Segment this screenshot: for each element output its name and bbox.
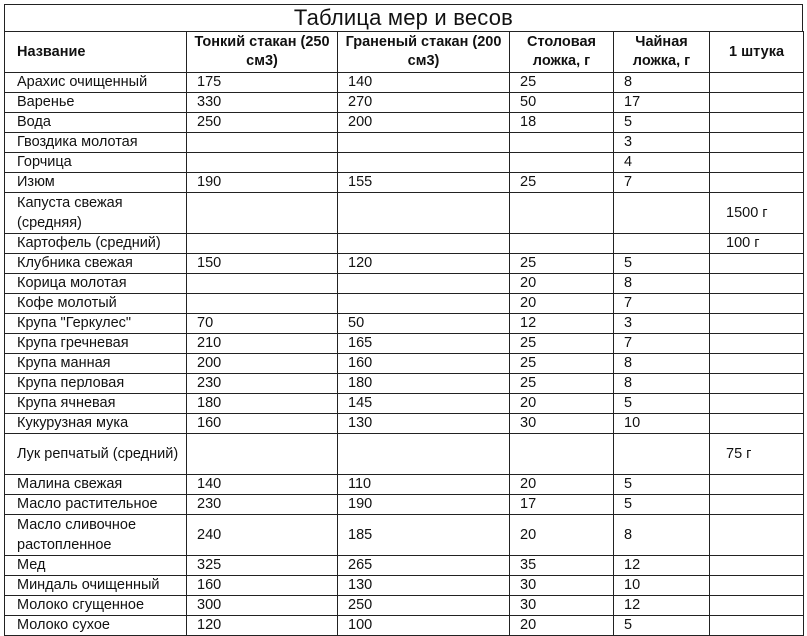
teaspoon-cell: 5 (614, 616, 710, 636)
table-row (5, 153, 804, 173)
thin-glass-cell (187, 193, 338, 234)
teaspoon-cell: 17 (614, 93, 710, 113)
table-row (5, 294, 804, 314)
table-row (5, 193, 804, 234)
faceted-glass-cell: 155 (338, 173, 510, 193)
tablespoon-cell: 20 (510, 294, 614, 314)
table-row (5, 434, 804, 475)
piece-cell (710, 133, 804, 153)
tablespoon-cell: 25 (510, 73, 614, 93)
table-row (5, 234, 804, 254)
column-header-name: Название (5, 32, 187, 73)
table-row (5, 495, 804, 515)
faceted-glass-cell: 145 (338, 394, 510, 414)
piece-cell (710, 173, 804, 193)
piece-cell (710, 73, 804, 93)
faceted-glass-cell (338, 274, 510, 294)
thin-glass-cell: 325 (187, 556, 338, 576)
table-row (5, 113, 804, 133)
product-name-cell: Изюм (5, 173, 187, 193)
faceted-glass-cell: 130 (338, 576, 510, 596)
piece-cell (710, 354, 804, 374)
product-name-cell: Арахис очищенный (5, 73, 187, 93)
faceted-glass-cell: 120 (338, 254, 510, 274)
product-name-cell: Крупа перловая (5, 374, 187, 394)
teaspoon-cell: 8 (614, 274, 710, 294)
teaspoon-cell: 5 (614, 113, 710, 133)
thin-glass-cell: 240 (187, 515, 338, 556)
thin-glass-cell: 300 (187, 596, 338, 616)
piece-cell (710, 374, 804, 394)
tablespoon-cell: 20 (510, 515, 614, 556)
product-name-cell: Капуста свежая (средняя) (5, 193, 187, 234)
product-name-cell: Крупа манная (5, 354, 187, 374)
measures-sheet (4, 4, 803, 636)
tablespoon-cell: 20 (510, 475, 614, 495)
product-name-cell: Лук репчатый (средний) (5, 434, 187, 475)
tablespoon-cell: 20 (510, 274, 614, 294)
tablespoon-cell: 25 (510, 374, 614, 394)
thin-glass-cell (187, 434, 338, 475)
piece-cell: 100 г (710, 234, 804, 254)
tablespoon-cell: 18 (510, 113, 614, 133)
tablespoon-cell: 30 (510, 576, 614, 596)
piece-cell (710, 394, 804, 414)
table-row (5, 133, 804, 153)
thin-glass-cell (187, 274, 338, 294)
tablespoon-cell: 50 (510, 93, 614, 113)
column-header-piece: 1 штука (710, 32, 804, 73)
teaspoon-cell: 8 (614, 515, 710, 556)
piece-cell (710, 576, 804, 596)
piece-cell (710, 294, 804, 314)
thin-glass-cell: 140 (187, 475, 338, 495)
faceted-glass-cell (338, 294, 510, 314)
thin-glass-cell: 160 (187, 414, 338, 434)
product-name-cell: Картофель (средний) (5, 234, 187, 254)
tablespoon-cell: 30 (510, 596, 614, 616)
faceted-glass-cell (338, 153, 510, 173)
faceted-glass-cell: 140 (338, 73, 510, 93)
table-row (5, 274, 804, 294)
piece-cell (710, 596, 804, 616)
product-name-cell: Масло растительное (5, 495, 187, 515)
column-header-faceted-glass: Граненый стакан (200 см3) (338, 32, 510, 73)
tablespoon-cell: 25 (510, 254, 614, 274)
product-name-cell: Молоко сухое (5, 616, 187, 636)
table-row (5, 73, 804, 93)
piece-cell (710, 93, 804, 113)
faceted-glass-cell (338, 133, 510, 153)
table-row (5, 374, 804, 394)
tablespoon-cell (510, 193, 614, 234)
product-name-cell: Масло сливочное растопленное (5, 515, 187, 556)
piece-cell (710, 314, 804, 334)
measures-table (4, 31, 804, 636)
product-name-cell: Клубника свежая (5, 254, 187, 274)
column-header-teaspoon: Чайная ложка, г (614, 32, 710, 73)
thin-glass-cell: 70 (187, 314, 338, 334)
product-name-cell: Кукурузная мука (5, 414, 187, 434)
product-name-cell: Мед (5, 556, 187, 576)
tablespoon-cell: 35 (510, 556, 614, 576)
column-header-tablespoon: Столовая ложка, г (510, 32, 614, 73)
thin-glass-cell (187, 153, 338, 173)
teaspoon-cell: 7 (614, 173, 710, 193)
product-name-cell: Вода (5, 113, 187, 133)
piece-cell (710, 475, 804, 495)
faceted-glass-cell (338, 234, 510, 254)
tablespoon-cell (510, 234, 614, 254)
piece-cell (710, 153, 804, 173)
tablespoon-cell: 25 (510, 173, 614, 193)
thin-glass-cell: 120 (187, 616, 338, 636)
product-name-cell: Кофе молотый (5, 294, 187, 314)
teaspoon-cell: 5 (614, 475, 710, 495)
teaspoon-cell: 12 (614, 556, 710, 576)
thin-glass-cell: 210 (187, 334, 338, 354)
tablespoon-cell: 25 (510, 354, 614, 374)
piece-cell (710, 495, 804, 515)
teaspoon-cell: 7 (614, 334, 710, 354)
teaspoon-cell: 8 (614, 73, 710, 93)
faceted-glass-cell: 190 (338, 495, 510, 515)
tablespoon-cell: 17 (510, 495, 614, 515)
thin-glass-cell: 250 (187, 113, 338, 133)
piece-cell (710, 274, 804, 294)
tablespoon-cell (510, 133, 614, 153)
faceted-glass-cell: 180 (338, 374, 510, 394)
piece-cell: 1500 г (710, 193, 804, 234)
piece-cell (710, 113, 804, 133)
teaspoon-cell: 3 (614, 314, 710, 334)
tablespoon-cell (510, 153, 614, 173)
thin-glass-cell (187, 234, 338, 254)
teaspoon-cell: 7 (614, 294, 710, 314)
column-header-thin-glass: Тонкий стакан (250 см3) (187, 32, 338, 73)
piece-cell (710, 414, 804, 434)
faceted-glass-cell: 250 (338, 596, 510, 616)
product-name-cell: Крупа "Геркулес" (5, 314, 187, 334)
faceted-glass-cell: 200 (338, 113, 510, 133)
thin-glass-cell (187, 133, 338, 153)
product-name-cell: Варенье (5, 93, 187, 113)
piece-cell (710, 556, 804, 576)
table-row (5, 173, 804, 193)
thin-glass-cell: 175 (187, 73, 338, 93)
thin-glass-cell: 180 (187, 394, 338, 414)
faceted-glass-cell: 265 (338, 556, 510, 576)
tablespoon-cell: 20 (510, 616, 614, 636)
teaspoon-cell (614, 234, 710, 254)
teaspoon-cell: 5 (614, 254, 710, 274)
teaspoon-cell: 10 (614, 414, 710, 434)
thin-glass-cell: 150 (187, 254, 338, 274)
teaspoon-cell: 3 (614, 133, 710, 153)
teaspoon-cell: 10 (614, 576, 710, 596)
thin-glass-cell: 230 (187, 374, 338, 394)
table-row (5, 314, 804, 334)
faceted-glass-cell: 185 (338, 515, 510, 556)
product-name-cell: Крупа гречневая (5, 334, 187, 354)
teaspoon-cell (614, 193, 710, 234)
teaspoon-cell: 5 (614, 495, 710, 515)
teaspoon-cell: 4 (614, 153, 710, 173)
table-row (5, 515, 804, 556)
product-name-cell: Молоко сгущенное (5, 596, 187, 616)
table-row (5, 596, 804, 616)
thin-glass-cell: 190 (187, 173, 338, 193)
faceted-glass-cell: 165 (338, 334, 510, 354)
table-row (5, 334, 804, 354)
thin-glass-cell (187, 294, 338, 314)
teaspoon-cell: 8 (614, 374, 710, 394)
teaspoon-cell: 8 (614, 354, 710, 374)
piece-cell (710, 334, 804, 354)
product-name-cell: Корица молотая (5, 274, 187, 294)
teaspoon-cell: 12 (614, 596, 710, 616)
table-row (5, 414, 804, 434)
table-row (5, 254, 804, 274)
faceted-glass-cell: 110 (338, 475, 510, 495)
piece-cell (710, 515, 804, 556)
faceted-glass-cell: 100 (338, 616, 510, 636)
piece-cell (710, 254, 804, 274)
product-name-cell: Крупа ячневая (5, 394, 187, 414)
faceted-glass-cell: 160 (338, 354, 510, 374)
table-row (5, 354, 804, 374)
thin-glass-cell: 230 (187, 495, 338, 515)
table-body (5, 73, 804, 636)
table-row (5, 475, 804, 495)
thin-glass-cell: 330 (187, 93, 338, 113)
product-name-cell: Малина свежая (5, 475, 187, 495)
table-row (5, 394, 804, 414)
piece-cell (710, 616, 804, 636)
table-title: Таблица мер и весов (4, 4, 803, 31)
product-name-cell: Миндаль очищенный (5, 576, 187, 596)
thin-glass-cell: 160 (187, 576, 338, 596)
teaspoon-cell: 5 (614, 394, 710, 414)
faceted-glass-cell (338, 193, 510, 234)
header-row (5, 32, 804, 73)
faceted-glass-cell: 270 (338, 93, 510, 113)
tablespoon-cell: 25 (510, 334, 614, 354)
table-row (5, 556, 804, 576)
product-name-cell: Горчица (5, 153, 187, 173)
piece-cell: 75 г (710, 434, 804, 475)
tablespoon-cell: 30 (510, 414, 614, 434)
tablespoon-cell: 12 (510, 314, 614, 334)
table-row (5, 616, 804, 636)
faceted-glass-cell (338, 434, 510, 475)
product-name-cell: Гвоздика молотая (5, 133, 187, 153)
table-row (5, 576, 804, 596)
faceted-glass-cell: 130 (338, 414, 510, 434)
faceted-glass-cell: 50 (338, 314, 510, 334)
tablespoon-cell: 20 (510, 394, 614, 414)
table-row (5, 93, 804, 113)
tablespoon-cell (510, 434, 614, 475)
thin-glass-cell: 200 (187, 354, 338, 374)
teaspoon-cell (614, 434, 710, 475)
